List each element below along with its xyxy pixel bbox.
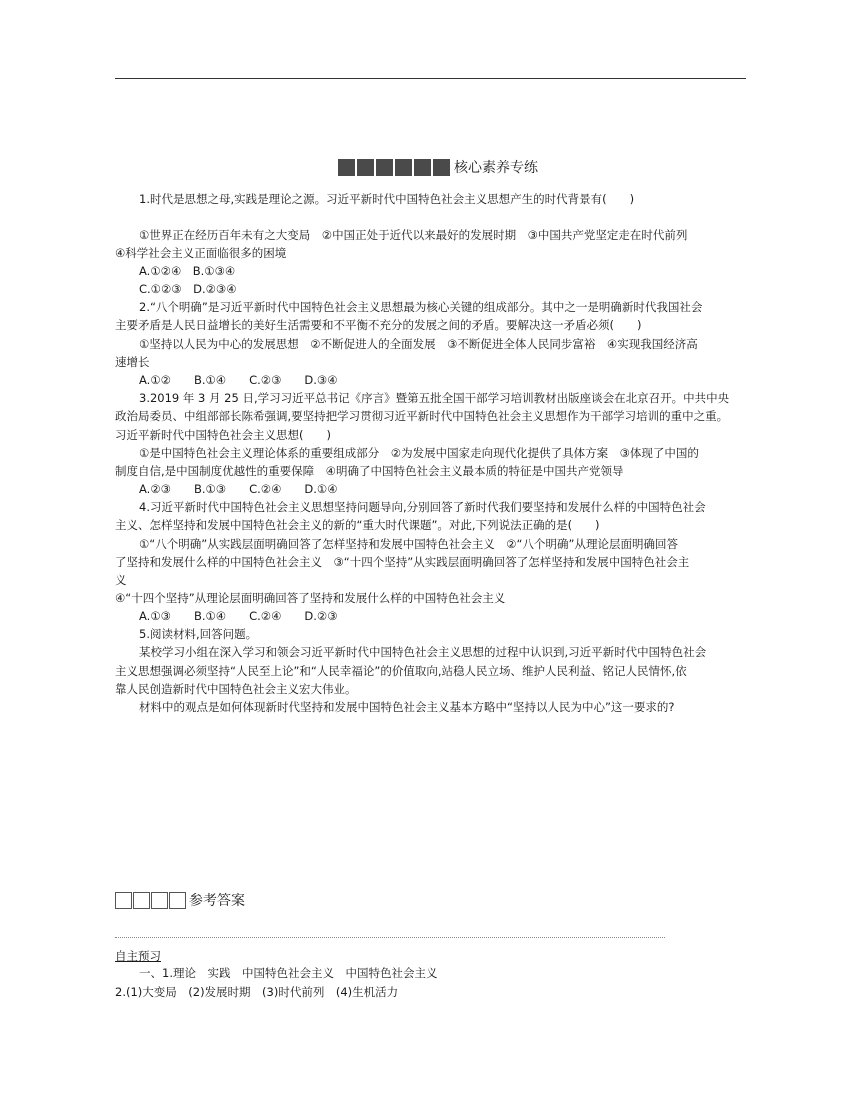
heading-box-decoration — [169, 892, 186, 909]
question-3-stem: 3.2019 年 3 月 25 日,学习习近平总书记《序言》暨第五批全国干部学习培训教材出版座谈会在北京召开。中共中央 — [139, 391, 730, 405]
answer-line: 一、1.理论 实践 中国特色社会主义 中国特色社会主义 — [139, 966, 438, 980]
heading-block-decoration — [433, 159, 450, 176]
question-5-stem: 5.阅读材料,回答问题。 — [139, 627, 258, 641]
answer-line: 2.(1)大变局 (2)发展时期 (3)时代前列 (4)生机活力 — [115, 985, 399, 999]
heading-box-decoration — [151, 892, 168, 909]
heading-box-decoration — [133, 892, 150, 909]
section-heading — [338, 156, 538, 178]
question-4-options-line: ④“十四个坚持”从理论层面明确回答了坚持和发展什么样的中国特色社会主义 — [115, 591, 506, 605]
question-1-stem: 1.时代是思想之母,实践是理论之源。习近平新时代中国特色社会主义思想产生的时代背景有( ) — [139, 192, 635, 206]
question-2-options-line: ①坚持以人民为中心的发展思想 ②不断促进人的全面发展 ③不断促进全体人民同步富裕 ④实现我国经济高 — [139, 337, 698, 351]
question-4-options-line: 了坚持和发展什么样的中国特色社会主义 ③“十四个坚持”从实践层面明确回答了怎样坚持和发展中国特色社会主 — [115, 555, 690, 569]
question-1-options-line: ①世界正在经历百年未有之大变局 ②中国正处于近代以来最好的发展时期 ③中国共产党坚定走在时代前列 — [139, 228, 688, 242]
question-3-options-line: 制度自信,是中国制度优越性的重要保障 ④明确了中国特色社会主义最本质的特征是中国共产党领导 — [115, 464, 624, 478]
question-1-choices: C.①②③ D.②③④ — [139, 282, 237, 296]
question-1-options-line: ④科学社会主义正面临很多的困境 — [115, 246, 287, 260]
header-rule — [115, 78, 746, 79]
heading-block-decoration — [414, 159, 431, 176]
question-5-material: 某校学习小组在深入学习和领会习近平新时代中国特色社会主义思想的过程中认识到,习近平新时代中国特色社会 — [139, 645, 707, 659]
question-4-stem: 4.习近平新时代中国特色社会主义思想坚持问题导向,分别回答了新时代我们要坚持和发展什么样的中国特色社会 — [139, 500, 706, 514]
heading-block-decoration — [338, 159, 355, 176]
question-4-choices: A.①③ B.①④ C.②④ D.②③ — [139, 609, 338, 623]
question-3-stem: 政治局委员、中组部部长陈希强调,要坚持把学习贯彻习近平新时代中国特色社会主义思想作为干部学习培训的重中之重。 — [115, 409, 729, 423]
question-4-options-line: 义 — [115, 573, 127, 587]
heading-block-decoration — [395, 159, 412, 176]
question-3-choices: A.②③ B.①③ C.②④ D.①④ — [139, 482, 338, 496]
question-2-choices: A.①② B.①④ C.②③ D.③④ — [139, 373, 338, 387]
question-5-material: 主义思想强调必须坚持“人民至上论”和“人民幸福论”的价值取向,站稳人民立场、维护人民利益、铭记人民情怀,依 — [115, 664, 687, 678]
question-3-stem: 习近平新时代中国特色社会主义思想( ) — [115, 428, 331, 442]
question-1-choices: A.①②④ B.①③④ — [139, 264, 236, 278]
answers-title: 参考答案 — [189, 893, 245, 909]
heading-box-decoration — [115, 892, 132, 909]
question-3-options-line: ①是中国特色社会主义理论体系的重要组成部分 ②为发展中国家走向现代化提供了具体方案 ③体现了中国的 — [139, 446, 699, 460]
question-5-material: 靠人民创造新时代中国特色社会主义宏大伟业。 — [115, 682, 357, 696]
heading-block-decoration — [376, 159, 393, 176]
dotted-divider — [115, 937, 665, 938]
answers-heading — [115, 889, 245, 911]
question-4-options-line: ①“八个明确”从实践层面明确回答了怎样坚持和发展中国特色社会主义 ②“八个明确”从理论层面明确回答 — [139, 537, 678, 551]
question-4-stem: 主义、怎样坚持和发展中国特色社会主义的新的“重大时代课题”。对此,下列说法正确的是( ) — [115, 518, 600, 532]
question-2-stem: 2.“八个明确”是习近平新时代中国特色社会主义思想最为核心关键的组成部分。其中之一是明确新时代我国社会 — [139, 300, 703, 314]
question-2-stem: 主要矛盾是人民日益增长的美好生活需要和不平衡不充分的发展之间的矛盾。要解决这一矛盾必须( ) — [115, 318, 642, 332]
section-title: 核心素养专练 — [454, 160, 538, 176]
question-2-options-line: 速增长 — [115, 355, 150, 369]
heading-block-decoration — [357, 159, 374, 176]
answers-subheading: 自主预习 — [115, 949, 161, 963]
question-5-prompt: 材料中的观点是如何体现新时代坚持和发展中国特色社会主义基本方略中“坚持以人民为中心”这一要求的? — [139, 700, 675, 714]
